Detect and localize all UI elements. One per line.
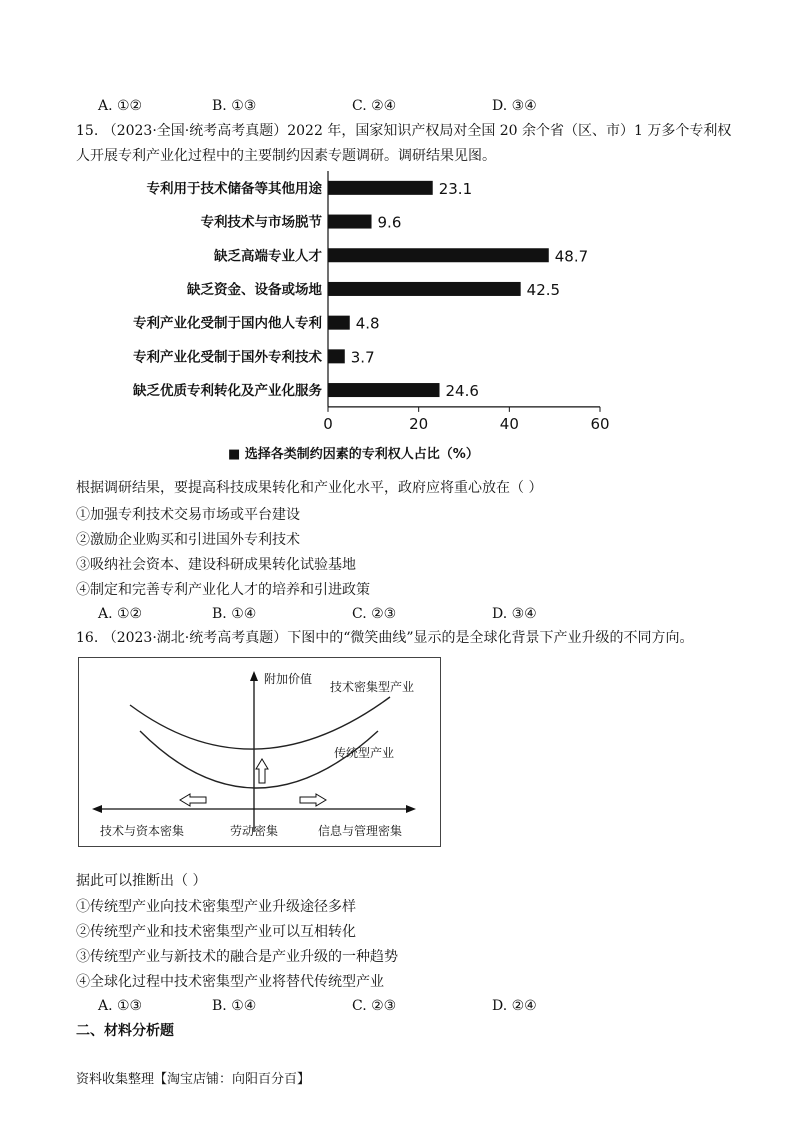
- traditional-industry-label: 传统型产业: [334, 746, 395, 760]
- chart-bar: [328, 215, 372, 229]
- chart-value-label: 9.6: [377, 213, 402, 232]
- q15-bar-chart: [70, 168, 650, 468]
- q16-question: 据此可以推断出（ ）: [76, 873, 207, 889]
- q15-stem-line1: 15. （2023·全国·统考高考真题）2022 年，国家知识产权局对全国 20 余个省（区、市）1 万多个专利权: [76, 123, 732, 139]
- q15-option-a: A. ①②: [98, 606, 143, 622]
- chart-value-label: 4.8: [355, 314, 380, 333]
- chart-value-label: 23.1: [438, 179, 473, 198]
- chart-x-tick-label: 60: [590, 414, 610, 433]
- chart-category-label: 专利产业化受制于国内他人专利: [133, 315, 322, 332]
- chart-value-label: 24.6: [445, 382, 479, 401]
- q16-option-c: C. ②③: [352, 998, 397, 1014]
- chart-x-tick-label: 20: [409, 414, 429, 433]
- q16-option-d: D. ②④: [492, 998, 537, 1014]
- info-management-intensive-label: 信息与管理密集: [318, 824, 403, 838]
- chart-category-label: 专利技术与市场脱节: [200, 214, 322, 231]
- chart-category-label: 专利用于技术储备等其他用途: [146, 180, 322, 197]
- chart-category-label: 专利产业化受制于国外专利技术: [133, 349, 322, 366]
- q15-stem-line2: 人开展专利产业化过程中的主要制约因素专题调研。调研结果见图。: [76, 148, 496, 164]
- smile-curve-figure: [78, 657, 441, 847]
- q15-option-d: D. ③④: [492, 606, 537, 622]
- chart-bar: [328, 248, 549, 262]
- q16-statement-1: ①传统型产业向技术密集型产业升级途径多样: [76, 899, 356, 915]
- chart-bar: [328, 349, 345, 363]
- value-axis-label: 附加价值: [264, 672, 313, 686]
- q14-option-b: B. ①③: [212, 98, 257, 114]
- technology-intensive-label: 技术密集型产业: [330, 680, 415, 694]
- labor-intensive-label: 劳动密集: [230, 824, 279, 838]
- footer-text: 资料收集整理【淘宝店铺：向阳百分百】: [76, 1072, 311, 1087]
- q15-option-c: C. ②③: [352, 606, 397, 622]
- tech-capital-intensive-label: 技术与资本密集: [100, 824, 185, 838]
- chart-category-label: 缺乏优质专利转化及产业化服务: [133, 383, 322, 400]
- q15-statement-4: ④制定和完善专利产业化人才的培养和引进政策: [76, 582, 370, 598]
- q15-statement-1: ①加强专利技术交易市场或平台建设: [76, 507, 300, 523]
- chart-legend: ■ 选择各类制约因素的专利权人占比（%）: [228, 446, 479, 462]
- q15-question: 根据调研结果，要提高科技成果转化和产业化水平，政府应将重心放在（ ）: [76, 480, 543, 496]
- chart-bar: [328, 282, 521, 296]
- chart-bar: [328, 181, 433, 195]
- section-title: 二、材料分析题: [76, 1023, 174, 1039]
- q16-statement-2: ②传统型产业和技术密集型产业可以互相转化: [76, 924, 356, 940]
- chart-category-label: 缺乏资金、设备或场地: [187, 281, 322, 298]
- chart-value-label: 3.7: [350, 348, 375, 367]
- chart-bar: [328, 383, 440, 397]
- chart-category-label: 缺乏高端专业人才: [214, 248, 322, 265]
- q15-statement-3: ③吸纳社会资本、建设科研成果转化试验基地: [76, 557, 356, 573]
- q15-statement-2: ②激励企业购买和引进国外专利技术: [76, 532, 300, 548]
- chart-x-tick-label: 40: [499, 414, 519, 433]
- q16-statement-4: ④全球化过程中技术密集型产业将替代传统型产业: [76, 974, 384, 990]
- chart-value-label: 42.5: [526, 280, 561, 299]
- q14-option-a: A. ①②: [98, 98, 143, 114]
- q16-statement-3: ③传统型产业与新技术的融合是产业升级的一种趋势: [76, 949, 398, 965]
- chart-x-tick-label: 0: [323, 414, 333, 433]
- chart-value-label: 48.7: [554, 247, 589, 266]
- q14-option-c: C. ②④: [352, 98, 397, 114]
- q14-option-d: D. ③④: [492, 98, 537, 114]
- q16-option-b: B. ①④: [212, 998, 257, 1014]
- q16-stem: 16. （2023·湖北·统考高考真题）下图中的“微笑曲线”显示的是全球化背景下产业升级的不同方向。: [76, 630, 694, 646]
- chart-bar: [328, 316, 350, 330]
- q16-option-a: A. ①③: [98, 998, 143, 1014]
- q15-option-b: B. ①④: [212, 606, 257, 622]
